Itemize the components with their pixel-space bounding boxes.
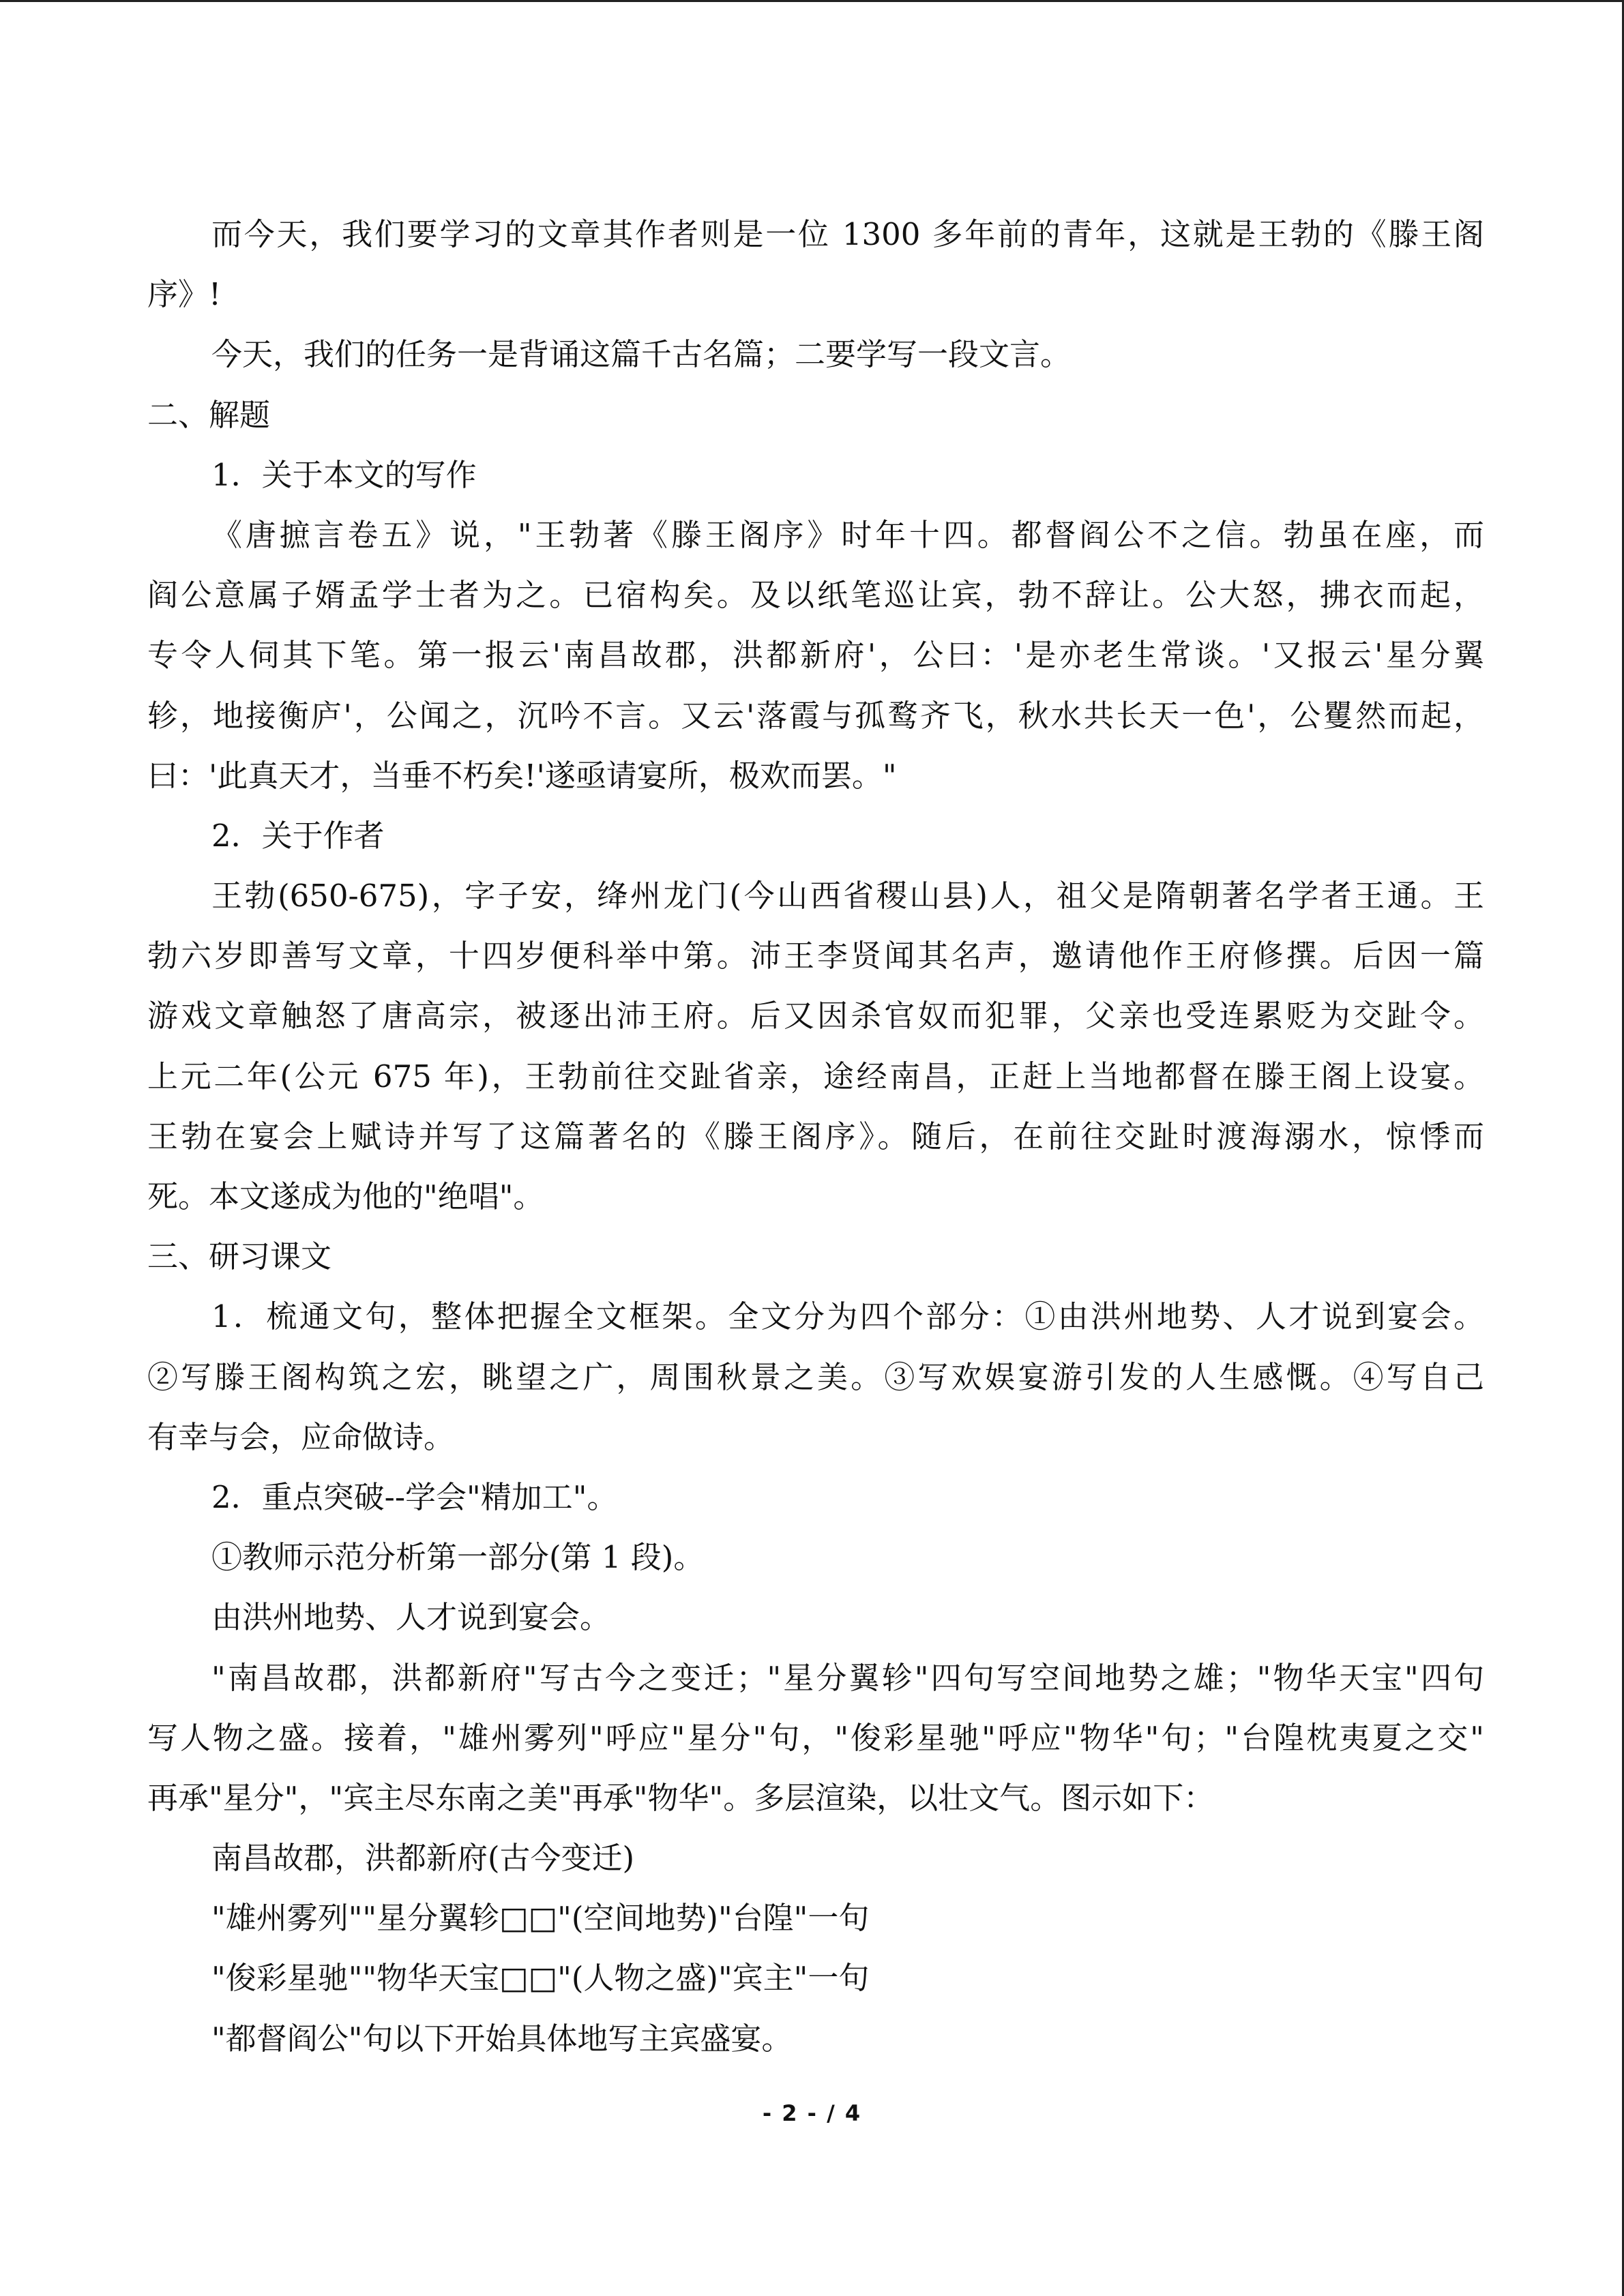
text-line: 轸，地接衡庐'，公闻之，沉吟不言。又云'落霞与孤鹜齐飞，秋水共长天一色'，公矍然而起， xyxy=(147,697,1484,734)
text-line: 1．梳通文句，整体把握全文框架。全文分为四个部分：①由洪州地势、人才说到宴会。 xyxy=(211,1298,1484,1335)
text-line: 南昌故郡，洪都新府(古今变迁) xyxy=(211,1840,635,1877)
text-line: 死。本文遂成为他的"绝唱"。 xyxy=(147,1178,544,1214)
text-line: 王勃在宴会上赋诗并写了这篇著名的《滕王阁序》。随后，在前往交趾时渡海溺水，惊悸而 xyxy=(147,1118,1484,1154)
text-line: 游戏文章触怒了唐高宗，被逐出沛王府。后又因杀官奴而犯罪，父亲也受连累贬为交趾令。 xyxy=(147,998,1484,1034)
text-line: "雄州雾列""星分翼轸□□"(空间地势)"台隍"一句 xyxy=(211,1900,870,1937)
page-number: - 2 - / 4 xyxy=(762,2100,862,2126)
text-line: 三、研习课文 xyxy=(147,1238,332,1275)
text-line: 上元二年(公元 675 年)，王勃前往交趾省亲，途经南昌，正赶上当地都督在滕王阁上设宴。 xyxy=(147,1058,1484,1094)
text-line: "都督阎公"句以下开始具体地写主宾盛宴。 xyxy=(211,2020,793,2057)
text-line: 二、解题 xyxy=(147,396,271,433)
text-line: 《唐摭言卷五》说，"王勃著《滕王阁序》时年十四。都督阎公不之信。勃虽在座，而 xyxy=(211,516,1484,553)
text-line: 有幸与会，应命做诗。 xyxy=(147,1418,455,1455)
text-line: 勃六岁即善写文章，十四岁便科举中第。沛王李贤闻其名声，邀请他作王府修撰。后因一篇 xyxy=(147,938,1484,974)
text-line: 由洪州地势、人才说到宴会。 xyxy=(211,1599,611,1636)
text-line: 2．重点突破--学会"精加工"。 xyxy=(211,1478,618,1515)
text-line: 序》! xyxy=(147,276,222,313)
text-line: 再承"星分"，"宾主尽东南之美"再承"物华"。多层渲染，以壮文气。图示如下： xyxy=(147,1779,1215,1816)
text-line: 1．关于本文的写作 xyxy=(211,456,477,493)
text-line: "俊彩星驰""物华天宝□□"(人物之盛)"宾主"一句 xyxy=(211,1960,870,1997)
document-body xyxy=(147,205,1484,2069)
text-line: 写人物之盛。接着，"雄州雾列"呼应"星分"句，"俊彩星驰"呼应"物华"句；"台隍枕夷夏之交" xyxy=(147,1719,1484,1756)
text-line: ②写滕王阁构筑之宏，眺望之广，周围秋景之美。③写欢娱宴游引发的人生感慨。④写自己 xyxy=(147,1358,1484,1395)
text-line: 曰：'此真天才，当垂不朽矣!'遂亟请宴所，极欢而罢。" xyxy=(147,757,897,794)
text-line: 今天，我们的任务一是背诵这篇千古名篇；二要学写一段文言。 xyxy=(211,336,1072,373)
text-line: 专令人伺其下笔。第一报云'南昌故郡，洪都新府'，公曰：'是亦老生常谈。'又报云'星分翼 xyxy=(147,637,1484,674)
text-line: 王勃(650-675)，字子安，绛州龙门(今山西省稷山县)人，祖父是隋朝著名学者王通。王 xyxy=(211,878,1484,914)
text-line: "南昌故郡，洪都新府"写古今之变迁；"星分翼轸"四句写空间地势之雄；"物华天宝"四句 xyxy=(211,1659,1484,1696)
page-border-top xyxy=(0,0,1624,2)
text-line: ①教师示范分析第一部分(第 1 段)。 xyxy=(211,1539,705,1576)
text-line: 而今天，我们要学习的文章其作者则是一位 1300 多年前的青年，这就是王勃的《滕王阁 xyxy=(211,216,1484,252)
text-line: 2．关于作者 xyxy=(211,817,385,854)
text-line: 阎公意属子婿孟学士者为之。已宿构矣。及以纸笔巡让宾，勃不辞让。公大怒，拂衣而起， xyxy=(147,577,1484,614)
